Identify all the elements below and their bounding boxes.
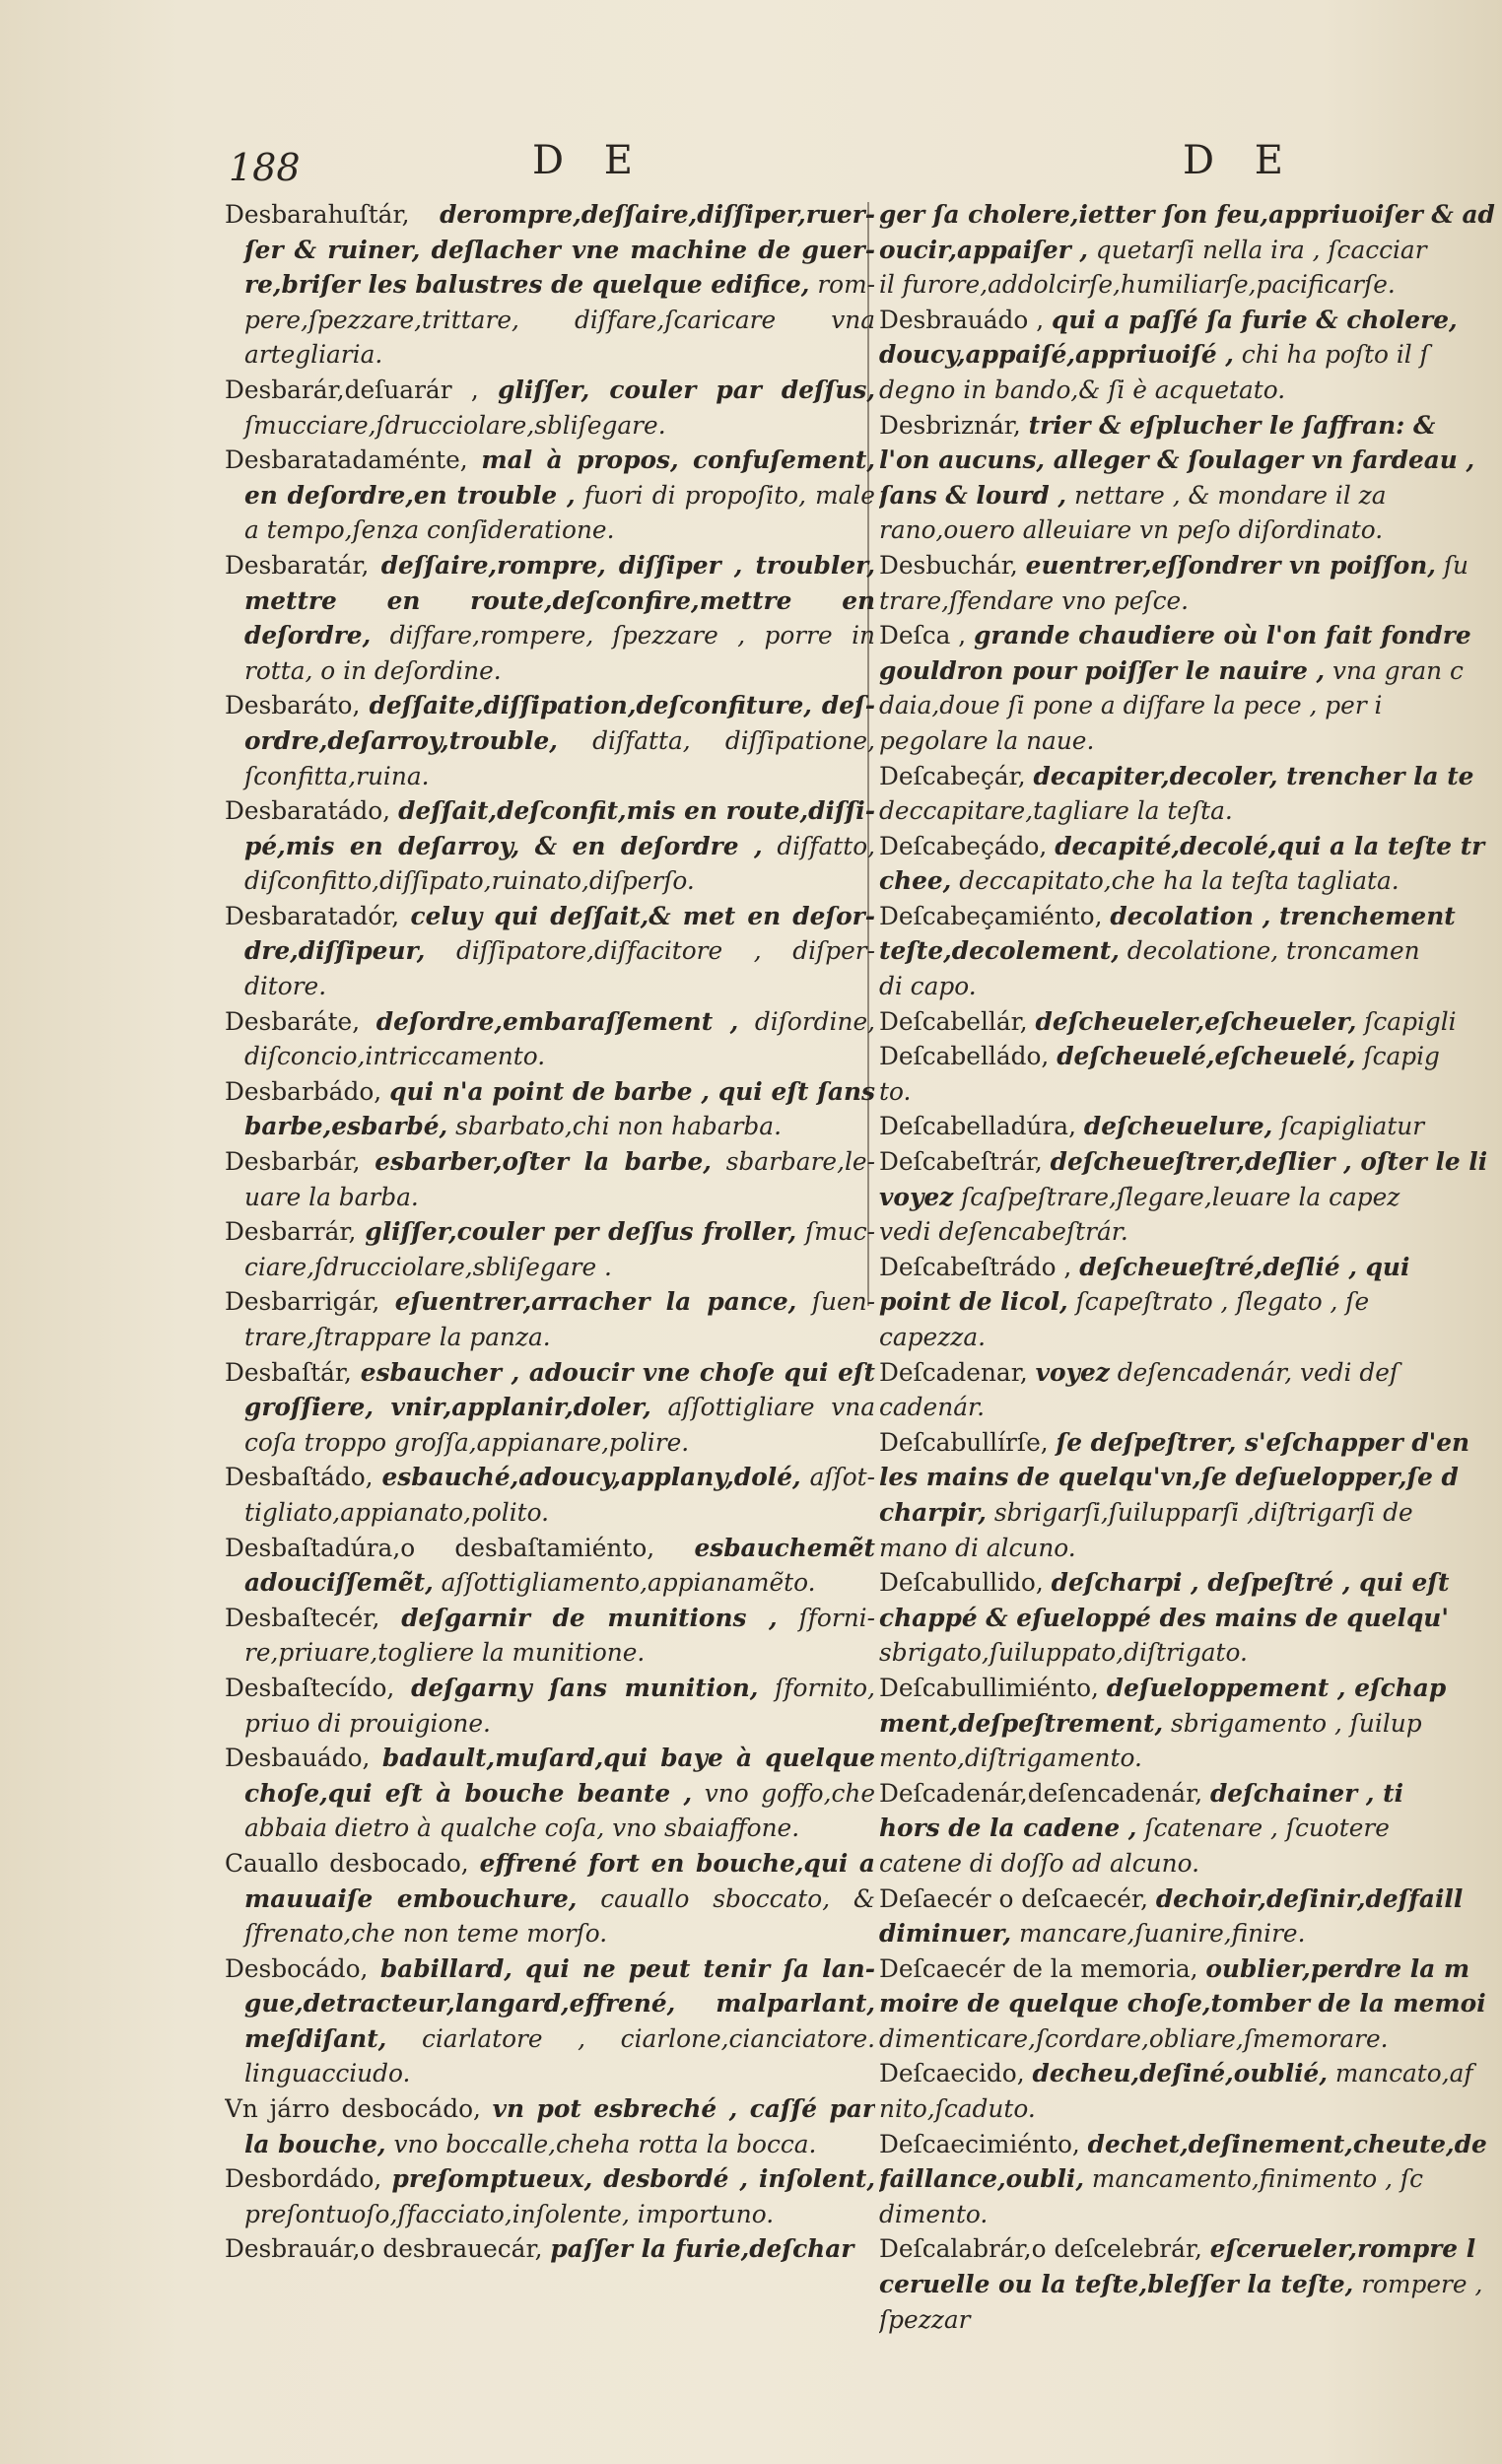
entry-french: deſſaire,rompre, diſſiper , troubler, mettre en route,deſconfire,mettre en deſordre, (244, 550, 875, 650)
dictionary-entry (879, 337, 1502, 373)
entry-french: deſcheueſtré,deſlié , qui (1079, 1252, 1410, 1281)
dictionary-entry (879, 2302, 1502, 2338)
dictionary-entry (879, 1425, 1502, 1461)
entry-italian: aſſottigliare vna coſa troppo groſſa,appianare,polire. (244, 1393, 875, 1457)
entry-french: dechoir,deſinir,deſfaill (1155, 1883, 1464, 1913)
entry-headword: Desbarrár, (225, 1217, 357, 1247)
dictionary-entry (879, 408, 1502, 444)
dictionary-entry (879, 1250, 1502, 1285)
entry-headword: Desbauádo, (225, 1744, 371, 1773)
entry-italian: trare,ſfendare vno peſce. (879, 585, 1190, 615)
entry-french: deſordre,embaraſſement , (376, 1006, 739, 1036)
entry-italian: sbrigamento , ſuilup (1171, 1708, 1422, 1738)
dictionary-entry (879, 829, 1502, 864)
entry-french: euentrer,eſſondrer vn poiſſon, (1025, 550, 1436, 580)
entry-french: decapité,decolé,qui a la teſte tr (1055, 831, 1485, 860)
entry-italian: sbarbato,chi non habarba. (455, 1112, 782, 1141)
entry-italian: diſfatta, diſſipatione, ſconfitta,ruina. (244, 725, 875, 790)
dictionary-entry (879, 373, 1502, 408)
entry-headword: Desbaratár, (225, 550, 370, 580)
entry-headword: Desbaſtecér, (225, 1603, 380, 1632)
entry-italian: dimenticare,ſcordare,obliare,ſmemorare. (879, 2023, 1389, 2053)
entry-french: deſcheuelure, (1083, 1112, 1273, 1141)
entry-italian: fuori di propoſito, male a tempo,ſenza conſideratione. (244, 480, 875, 545)
entry-headword: Desbuchár, (879, 550, 1018, 580)
dictionary-entry (879, 2056, 1502, 2091)
entry-headword: Deſcadenar, (879, 1357, 1028, 1387)
dictionary-entry (879, 1986, 1502, 2021)
entry-headword: Desbaratádo, (225, 796, 391, 826)
entry-french: qui n'a point de barbe , qui eſt ſans barbe,esbarbé, (244, 1076, 875, 1141)
entry-headword: Desbarár,deſuarár , (225, 375, 479, 404)
entry-italian: ſuentrare,ſtrappare la panza. (244, 1287, 875, 1351)
entry-headword: Desbaſtádo, (225, 1463, 374, 1492)
dictionary-entry (879, 548, 1502, 583)
entry-headword: Deſaecér o deſcaecér, (879, 1883, 1148, 1913)
entry-french: moire de quelque choſe,tomber de la memoi (879, 1989, 1486, 2019)
entry-french: oucir,appaiſer , (879, 235, 1088, 264)
dictionary-entry (879, 1355, 1502, 1391)
entry-headword: Desbarahuſtár, (225, 200, 410, 229)
dictionary-entry (225, 443, 875, 548)
entry-italian: cadenár. (879, 1393, 985, 1422)
dictionary-entry (879, 513, 1502, 548)
dictionary-entry (225, 1144, 875, 1214)
entry-french: gouldron pour poiſſer le nauire , (879, 655, 1326, 685)
entry-french: voyez (1035, 1357, 1110, 1387)
entry-headword: Deſcabullírſe, (879, 1427, 1049, 1457)
entry-italian: mancamento,finimento , ſc (1091, 2164, 1423, 2194)
entry-french: teſte,decolement, (879, 936, 1120, 966)
entry-french: badault,muſard,qui baye à quelque choſe,qui eſt à bouche beante , (244, 1744, 875, 1808)
dictionary-entry (879, 1565, 1502, 1601)
dictionary-entry (879, 1144, 1502, 1180)
entry-headword: Desbocádo, (225, 1953, 369, 1983)
entry-french: hors de la cadene , (879, 1814, 1137, 1843)
entry-headword: Deſcaecér de la memoria, (879, 1953, 1198, 1983)
entry-italian: deccapitato,che ha la teſta tagliata. (959, 866, 1400, 896)
dictionary-entry (879, 1531, 1502, 1566)
entry-french: eſuentrer,arracher la pance, (394, 1287, 797, 1317)
running-head-left: D E (532, 138, 647, 183)
dictionary-entry (879, 478, 1502, 513)
dictionary-entry (879, 688, 1502, 723)
entry-headword: Deſcalabrár,o deſcelebrár, (879, 2234, 1202, 2264)
entry-headword: Deſcaecimiénto, (879, 2129, 1080, 2158)
dictionary-entry (879, 653, 1502, 689)
entry-french: gliſſer, couler par deſſus, (498, 375, 875, 404)
entry-french: esbarber,oſter la barbe, (375, 1147, 712, 1177)
dictionary-entry (879, 863, 1502, 899)
entry-french: charpir, (879, 1497, 987, 1527)
entry-french: paſſer la furie,deſchar (550, 2234, 854, 2264)
entry-french: les mains de quelqu'vn,ſe deſuelopper,ſe d (879, 1463, 1459, 1492)
dictionary-entry (225, 1460, 875, 1530)
entry-headword: Deſcabeçamiénto, (879, 901, 1103, 930)
entry-italian: diſfatto, diſconfitto,diſſipato,ruinato,diſperſo. (244, 831, 875, 896)
entry-italian: preſontuoſo,ſfacciato,inſolente, importuno. (244, 2199, 775, 2228)
dictionary-entry (879, 1180, 1502, 1215)
entry-french: deſchainer , ti (1209, 1778, 1404, 1808)
dictionary-entry (879, 1951, 1502, 1987)
entry-french: esbauché,adoucy,applany,dolé, (381, 1463, 801, 1492)
entry-italian: ſfornito, priuo di prouigione. (244, 1673, 875, 1738)
entry-headword: Desbaráto, (225, 691, 361, 720)
entry-headword: Desbrauádo , (879, 305, 1045, 334)
entry-italian: cauallo sboccato, & ſfrenato,che non teme morſo. (244, 1883, 875, 1949)
entry-headword: Deſcabeſtrádo , (879, 1252, 1072, 1281)
entry-french: trier & eſplucher le ſaffran: & (1028, 410, 1436, 440)
entry-headword: Deſca , (879, 621, 967, 650)
dictionary-entry (225, 1284, 875, 1354)
entry-headword: Cauallo desbocado, (225, 1848, 469, 1878)
dictionary-entry (879, 1776, 1502, 1812)
entry-italian: rompere , (1361, 2270, 1483, 2299)
entry-italian: di capo. (879, 972, 977, 1001)
entry-french: deſcheueſtrer,deſlier , oſter le li (1050, 1147, 1488, 1177)
dictionary-entry (225, 2231, 875, 2267)
entry-french: eſcerueler,rompre l (1209, 2234, 1476, 2264)
entry-italian: ſcapigliatur (1280, 1112, 1425, 1141)
dictionary-entry (879, 443, 1502, 478)
entry-headword: Desbaratadór, (225, 901, 400, 930)
entry-headword: Desbriznár, (879, 410, 1021, 440)
dictionary-entry (879, 1741, 1502, 1776)
dictionary-entry (879, 1074, 1502, 1110)
entry-french: mal à propos, confuſement, en deſordre,en trouble , (244, 445, 875, 510)
entry-french: ſe deſpeſtrer, s'eſchapper d'en (1056, 1427, 1470, 1457)
dictionary-entry (879, 233, 1502, 268)
entry-french: qui a paſſé ſa furie & cholere, (1052, 305, 1458, 334)
entry-french: deſcheuelé,eſcheuelé, (1057, 1042, 1356, 1071)
entry-italian: nito,ſcaduto. (879, 2094, 1036, 2124)
entry-italian: ſcapig (1363, 1042, 1440, 1071)
dictionary-entry (225, 1601, 875, 1671)
dictionary-entry (879, 1390, 1502, 1425)
dictionary-entry (879, 1601, 1502, 1636)
dictionary-entry (879, 1706, 1502, 1742)
dictionary-entry (879, 1039, 1502, 1074)
entry-french: effrené fort en bouche,qui a mauuaiſe embouchure, (244, 1848, 875, 1913)
entry-italian: diſfare,rompere, ſpezzare , porre in rotta, o in deſordine. (244, 621, 875, 685)
entry-french: deſſaite,diſſipation,deſconfiture, deſordre,deſarroy,trouble, (244, 691, 875, 755)
entry-headword: Desbaſtadúra,o desbaſtamiénto, (225, 1533, 655, 1562)
entry-french: doucy,appaiſé,appriuoiſé , (879, 340, 1234, 370)
entry-headword: Deſcaecido, (879, 2059, 1025, 2088)
entry-italian: ciarlatore , ciarlone,cianciatore. linguacciudo. (244, 2023, 875, 2088)
entry-french: gliſſer,couler per deſſus froller, (365, 1217, 797, 1247)
entry-headword: Deſcadenár,deſencadenár, (879, 1778, 1203, 1808)
entry-headword: Deſcabellár, (879, 1006, 1028, 1036)
entry-french: deſcheueler,eſcheueler, (1035, 1006, 1357, 1036)
entry-french: ſans & lourd , (879, 480, 1067, 510)
entry-french: deſgarnir de munitions , (401, 1603, 778, 1632)
entry-italian: rompere,ſpezzare,trittare, diſfare,ſcaricare vna artegliaria. (244, 270, 875, 370)
entry-french: faillance,oubli, (879, 2164, 1084, 2194)
entry-headword: Desbarbádo, (225, 1076, 382, 1106)
dictionary-entry (879, 1811, 1502, 1846)
entry-italian: capezza. (879, 1323, 987, 1351)
entry-french: esbauchemẽt adouciſſemẽt, (244, 1533, 875, 1598)
entry-italian: mancato,af (1334, 2059, 1473, 2088)
entry-italian: ſcapigli (1364, 1006, 1457, 1036)
entry-italian: ſmucciare,ſdrucciolare,sbliſegare. (244, 410, 666, 440)
entry-italian: to. (879, 1076, 912, 1106)
entry-french: ceruelle ou la teſte,bleſſer la teſte, (879, 2270, 1354, 2299)
entry-french: decolation , trenchement (1110, 901, 1456, 930)
entry-italian: aſſottigliato,appianato,polito. (244, 1463, 875, 1527)
dictionary-entry (879, 933, 1502, 969)
dictionary-entry (225, 1214, 875, 1284)
dictionary-entry (225, 1951, 875, 2091)
entry-headword: Vn járro desbocádo, (225, 2094, 481, 2124)
dictionary-entry (879, 2091, 1502, 2127)
right-column (879, 197, 1502, 2444)
entry-italian: vedi deſencabeſtrár. (879, 1217, 1128, 1247)
dictionary-entry (879, 303, 1502, 338)
entry-italian: sbrigato,ſuiluppato,diſtrigato. (879, 1638, 1248, 1668)
dictionary-entry (225, 1004, 875, 1074)
entry-headword: Desbarrigár, (225, 1287, 380, 1317)
entry-italian: decolatione, troncamen (1126, 936, 1420, 966)
entry-headword: Deſcabeçádo, (879, 831, 1048, 860)
entry-french: point de licol, (879, 1287, 1068, 1317)
dictionary-entry (879, 1882, 1502, 1917)
entry-headword: Desbaráte, (225, 1006, 361, 1036)
entry-headword: Deſcabullido, (879, 1568, 1044, 1598)
entry-italian: diſſipatore,diſfacitore , diſperditore. (244, 936, 875, 1001)
entry-french: deſſait,deſconfit,mis en route,diſſipé,mis en deſarroy, & en deſordre , (244, 796, 875, 860)
dictionary-entry (879, 618, 1502, 653)
dictionary-entry (225, 899, 875, 1004)
dictionary-entry (225, 1074, 875, 1144)
dictionary-entry (879, 1284, 1502, 1320)
entry-italian: il furore,addolcirſe,humiliarſe,pacificarſe. (879, 270, 1396, 300)
entry-headword: Deſcabelladúra, (879, 1112, 1076, 1141)
entry-headword: Deſcabullimiénto, (879, 1673, 1099, 1702)
dictionary-entry (879, 1671, 1502, 1706)
entry-italian: mento,diſtrigamento. (879, 1744, 1142, 1773)
entry-italian: chi ha poſto il ſ (1241, 340, 1429, 370)
entry-headword: Desbordádo, (225, 2164, 382, 2194)
dictionary-entry (225, 548, 875, 688)
dictionary-entry (225, 1671, 875, 1741)
dictionary-entry (225, 1355, 875, 1461)
entry-italian: ſmucciare,ſdrucciolare,sbliſegare . (244, 1217, 875, 1281)
entry-italian: diſordine, diſconcio,intriccamento. (244, 1006, 875, 1071)
entry-italian: rano,ouero alleuiare vn peſo diſordinato. (879, 515, 1384, 545)
entry-french: chee, (879, 866, 952, 896)
dictionary-entry (879, 1495, 1502, 1531)
dictionary-entry (225, 793, 875, 899)
entry-italian: daia,doue ſi pone a diſfare la pece , per i (879, 691, 1383, 720)
page-number: 188 (229, 146, 301, 189)
entry-italian: vno boccalle,cheha rotta la bocca. (393, 2129, 817, 2158)
entry-italian: ſpezzar (879, 2304, 971, 2334)
dictionary-entry (879, 2231, 1502, 2267)
entry-italian: vno goffo,che abbaia dietro à qualche coſa, vno sbaiaffone. (244, 1778, 875, 1843)
entry-french: preſomptueux, desbordé , inſolent, (391, 2164, 875, 2194)
entry-french: deſueloppement , eſchap (1106, 1673, 1447, 1702)
entry-headword: Desbarbár, (225, 1147, 361, 1177)
entry-headword: Desbrauár,o desbrauecár, (225, 2234, 543, 2264)
dictionary-entry (879, 2021, 1502, 2057)
entry-italian: mancare,ſuanire,finire. (1019, 1919, 1306, 1949)
entry-italian: ſcatenare , ſcuotere (1144, 1814, 1390, 1843)
dictionary-entry (879, 2127, 1502, 2162)
entry-italian: aſſottigliamento,appianamẽto. (441, 1568, 816, 1598)
dictionary-entry (225, 1531, 875, 1601)
entry-headword: Desbaratadaménte, (225, 445, 468, 475)
dictionary-entry (879, 1214, 1502, 1250)
entry-french: esbaucher , adoucir vne choſe qui eſt groſſiere, vnir,applanir,doler, (244, 1357, 875, 1422)
entry-french: oublier,perdre la m (1205, 1953, 1470, 1983)
entry-italian: mano di alcuno. (879, 1533, 1076, 1562)
dictionary-entry (879, 899, 1502, 934)
entry-italian: deſencadenár, vedi deſ (1117, 1357, 1400, 1387)
entry-french: voyez (879, 1182, 954, 1211)
dictionary-entry (879, 1109, 1502, 1144)
entry-french: dechet,deſinement,cheute,de (1087, 2129, 1487, 2158)
entry-french: ment,deſpeſtrement, (879, 1708, 1164, 1738)
entry-italian: ſcapeſtrato , ſlegato , ſe (1075, 1287, 1370, 1317)
dictionary-entry (879, 197, 1502, 233)
dictionary-entry (879, 1916, 1502, 1951)
entry-french: celuy qui deſſait,& met en deſordre,diſſipeur, (244, 901, 875, 966)
entry-italian: ſu (1443, 550, 1468, 580)
dictionary-entry (879, 2197, 1502, 2232)
dictionary-entry (225, 1846, 875, 1951)
entry-french: decapiter,decoler, trencher la te (1033, 761, 1474, 790)
dictionary-entry (879, 2267, 1502, 2302)
entry-french: deſgarny ſans munition, (411, 1673, 759, 1702)
dictionary-entry (879, 969, 1502, 1004)
entry-french: grande chaudiere où l'on fait fondre (974, 621, 1471, 650)
entry-french: diminuer, (879, 1919, 1012, 1949)
entry-headword: Desbaſtecído, (225, 1673, 395, 1702)
entry-italian: vna gran c (1332, 655, 1464, 685)
dictionary-entry (879, 1846, 1502, 1882)
entry-french: ger ſa cholere,ietter ſon feu,appriuoiſer & ad (879, 200, 1495, 229)
entry-italian: quetarſi nella ira , ſcacciar (1095, 235, 1427, 264)
entry-italian: dimento. (879, 2199, 989, 2228)
entry-italian: sbarbare,leuare la barba. (244, 1147, 875, 1211)
dictionary-entry (879, 267, 1502, 303)
entry-italian: deccapitare,tagliare la teſta. (879, 796, 1233, 826)
entry-italian: catene di doſſo ad alcuno. (879, 1848, 1199, 1878)
left-column (225, 197, 875, 2444)
entry-italian: sbrigarſi,ſuilupparſi ,diſtrigarſi de (993, 1497, 1413, 1527)
dictionary-entry (879, 1460, 1502, 1495)
dictionary-entry (225, 2161, 875, 2231)
entry-headword: Desbaſtár, (225, 1357, 352, 1387)
dictionary-entry (879, 1635, 1502, 1671)
entry-headword: Deſcabelládo, (879, 1042, 1050, 1071)
running-head-right: D E (1183, 138, 1297, 183)
dictionary-entry (879, 759, 1502, 794)
dictionary-entry (225, 2091, 875, 2161)
dictionary-entry (879, 793, 1502, 829)
dictionary-entry (879, 2161, 1502, 2197)
entry-italian: ſcaſpeſtrare,ſlegare,leuare la capez (961, 1182, 1400, 1211)
page-header (0, 138, 1502, 187)
entry-italian: nettare , & mondare il za (1073, 480, 1387, 510)
dictionary-entry (879, 1320, 1502, 1355)
dictionary-entry (225, 1741, 875, 1846)
dictionary-entry (879, 723, 1502, 759)
entry-french: decheu,deſiné,oublié, (1032, 2059, 1328, 2088)
entry-french: chappé & eſueloppé des mains de quelqu' (879, 1603, 1449, 1632)
entry-headword: Deſcabeçár, (879, 761, 1026, 790)
dictionary-entry (225, 197, 875, 373)
entry-french: vn pot esbreché , caſſé par la bouche, (244, 2094, 875, 2158)
dictionary-entry (879, 583, 1502, 619)
entry-italian: pegolare la naue. (879, 725, 1095, 755)
entry-french: l'on aucuns, alleger & ſoulager vn fardeau , (879, 445, 1475, 475)
entry-headword: Deſcabeſtrár, (879, 1147, 1043, 1177)
entry-italian: ſfornire,priuare,togliere la munitione. (244, 1603, 875, 1668)
entry-french: babillard, qui ne peut tenir ſa langue,detracteur,langard,effrené, malparlant, meſdiſant, (244, 1953, 875, 2053)
entry-italian: degno in bando,& ſi è acquetato. (879, 375, 1286, 404)
entry-french: derompre,deſſaire,diſſiper,ruerſer & ruiner, deſlacher vne machine de guerre,briſer les balustres de quelque edifice, (244, 200, 875, 300)
entry-french: deſcharpi , deſpeſtré , qui eſt (1051, 1568, 1450, 1598)
dictionary-entry (225, 373, 875, 443)
dictionary-entry (879, 1004, 1502, 1040)
dictionary-entry (225, 688, 875, 793)
